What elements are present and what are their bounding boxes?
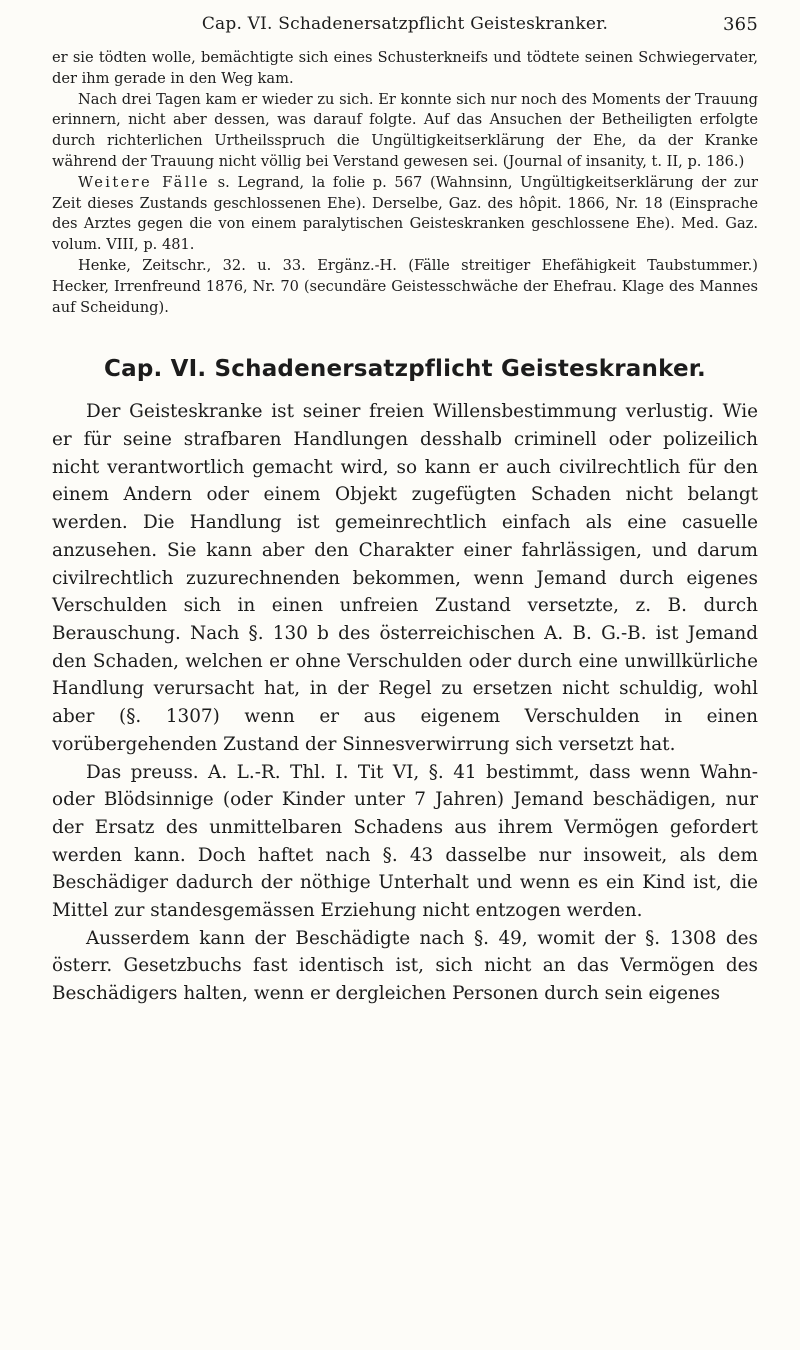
chapter-heading: Cap. VI. Schadenersatzpflicht Geisteskranker.: [104, 356, 706, 383]
further-cases-text: s. Legrand, la folie p. 567 (Wahnsinn, Ungültigkeitserklärung der zur Zeit dieses Zustands geschlossenen Ehe). Derselbe, Gaz. des hôpit. 1866, Nr. 18 (Einsprache des Arztes gegen die von einem paralytischen Geisteskranken geschlossene Ehe). Med. Gaz. volum. VIII, p. 481.: [52, 173, 758, 254]
case-note-paragraph: Nach drei Tagen kam er wieder zu sich. Er konnte sich nur noch des Moments der Trauung erinnern, nicht aber dessen, was darauf folgte. Auf das Ansuchen der Betheiligten erfolgte durch richterlichen Urtheilsspruch die Ungültigkeitserklärung der Ehe, da der Kranke während der Trauung nicht völlig bei Verstand gewesen sei. (Journal of insanity, t. II, p. 186.): [52, 90, 758, 170]
case-notes: [52, 48, 758, 318]
page-number: 365: [723, 14, 758, 35]
running-header: [52, 14, 758, 40]
case-note-paragraph: Henke, Zeitschr., 32. u. 33. Ergänz.-H. (Fälle streitiger Ehefähigkeit Taubstummer.) Hecker, Irrenfreund 1876, Nr. 70 (secundäre Geistesschwäche der Ehefrau. Klage des Mannes auf Scheidung).: [52, 256, 758, 316]
further-cases-paragraph: [52, 173, 758, 256]
body-paragraph: Der Geisteskranke ist seiner freien Willensbestimmung verlustig. Wie er für seine strafbaren Handlungen desshalb criminell oder polizeilich nicht verantwortlich gemacht wird, so kann er auch civilrechtlich für den einem Andern oder einem Objekt zugefügten Schaden nicht belangt werden. Die Handlung ist gemeinrechtlich einfach als eine casuelle anzusehen. Sie kann aber den Charakter einer fahrlässigen, und darum civilrechtlich zuzurechnenden bekommen, wenn Jemand durch eigenes Verschulden sich in einen unfreien Zustand versetzte, z. B. durch Berauschung. Nach §. 130 b des österreichischen A. B. G.-B. ist Jemand den Schaden, welchen er ohne Verschulden oder durch eine unwillkürliche Handlung verursacht hat, in der Regel zu ersetzen nicht schuldig, wohl aber (§. 1307) wenn er aus eigenem Verschulden in einen vorübergehenden Zustand der Sinnesverwirrung sich versetzt hat.: [52, 401, 758, 755]
book-page: [52, 14, 758, 1008]
further-cases-lead: Weitere Fälle: [78, 173, 210, 191]
case-note-paragraph: er sie tödten wolle, bemächtigte sich eines Schusterkneifs und tödtete seinen Schwiegervater, der ihm gerade in den Weg kam.: [52, 49, 758, 87]
body-paragraph: Das preuss. A. L.-R. Thl. I. Tit VI, §. 41 bestimmt, dass wenn Wahn- oder Blödsinnige (oder Kinder unter 7 Jahren) Jemand beschädigen, nur der Ersatz des unmittelbaren Schadens aus ihrem Vermögen gefordert werden kann. Doch haftet nach §. 43 dasselbe nur insoweit, als dem Beschädiger dadurch der nöthige Unterhalt und wenn es ein Kind ist, die Mittel zur standesgemässen Erziehung nicht entzogen werden.: [52, 761, 758, 922]
running-title: Cap. VI. Schadenersatzpflicht Geisteskranker.: [201, 14, 609, 34]
chapter-body: [52, 398, 758, 1007]
body-paragraph: Ausserdem kann der Beschädigte nach §. 49, womit der §. 1308 des österr. Gesetzbuchs fast identisch ist, sich nicht an das Vermögen des Beschädigers halten, wenn er dergleichen Personen durch sein eigenes: [52, 927, 758, 1005]
